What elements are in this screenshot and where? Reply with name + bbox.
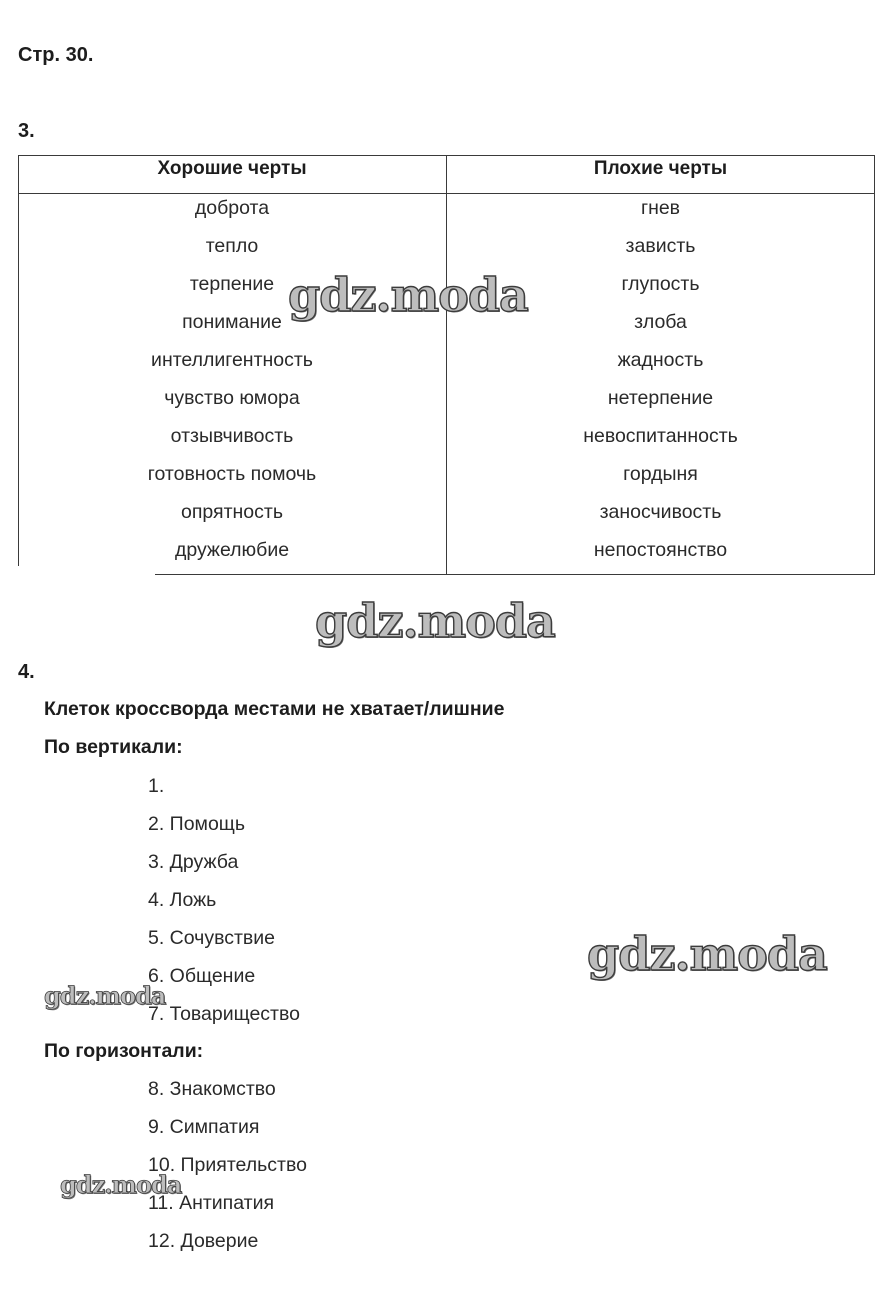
vertical-title: По вертикали: <box>44 736 183 758</box>
page-title: Стр. 30. <box>18 44 94 66</box>
bad-trait: зависть <box>625 235 696 257</box>
good-trait: интеллигентность <box>151 349 313 371</box>
exercise-4-note: Клеток кроссворда местами не хватает/лишние <box>44 698 505 720</box>
traits-table <box>18 155 875 575</box>
good-trait: тепло <box>205 235 259 257</box>
bad-traits-list <box>446 196 875 576</box>
watermark: gdz.moda <box>587 927 827 981</box>
bad-trait: глупость <box>621 273 700 295</box>
vertical-answer: 6. Общение <box>148 965 256 987</box>
horizontal-answer: 8. Знакомство <box>148 1078 276 1100</box>
bad-trait: злоба <box>634 311 687 333</box>
vertical-answer: 7. Товарищество <box>148 1003 300 1025</box>
horizontal-title: По горизонтали: <box>44 1040 204 1062</box>
good-trait: дружелюбие <box>174 539 290 561</box>
horizontal-answer: 10. Приятельство <box>148 1154 307 1176</box>
bad-trait: гнев <box>640 197 681 219</box>
good-trait: понимание <box>182 311 282 333</box>
watermark: gdz.moda <box>288 268 528 322</box>
horizontal-answers <box>148 1077 307 1267</box>
bad-trait: невоспитанность <box>583 425 738 447</box>
bad-trait: жадность <box>617 349 704 371</box>
good-trait: опрятность <box>181 501 283 523</box>
watermark: gdz.moda <box>44 981 166 1010</box>
good-trait: доброта <box>194 197 270 219</box>
vertical-answers <box>148 774 300 1040</box>
exercise-4-number: 4. <box>18 661 35 683</box>
vertical-answer: 5. Сочувствие <box>148 927 276 949</box>
bad-trait: заносчивость <box>599 501 722 523</box>
horizontal-answer: 9. Симпатия <box>148 1116 260 1138</box>
good-trait: отзывчивость <box>170 425 294 447</box>
good-traits-list <box>18 196 446 576</box>
horizontal-answer: 11. Антипатия <box>148 1192 275 1214</box>
vertical-answer: 1. <box>148 775 165 797</box>
bad-trait: непостоянство <box>593 539 728 561</box>
bad-traits-header: Плохие черты <box>593 158 728 179</box>
good-traits-header: Хорошие черты <box>157 158 307 179</box>
exercise-3-number: 3. <box>18 120 35 142</box>
vertical-answer: 3. Дружба <box>148 851 239 873</box>
vertical-answer: 4. Ложь <box>148 889 217 911</box>
good-trait: готовность помочь <box>147 463 317 485</box>
bad-trait: гордыня <box>623 463 698 485</box>
horizontal-answer: 12. Доверие <box>148 1230 259 1252</box>
good-trait: чувство юмора <box>164 387 300 409</box>
watermark: gdz.moda <box>60 1170 182 1199</box>
bad-trait: нетерпение <box>607 387 714 409</box>
vertical-answer: 2. Помощь <box>148 813 245 835</box>
good-trait: терпение <box>189 273 275 295</box>
watermark: gdz.moda <box>315 594 555 648</box>
